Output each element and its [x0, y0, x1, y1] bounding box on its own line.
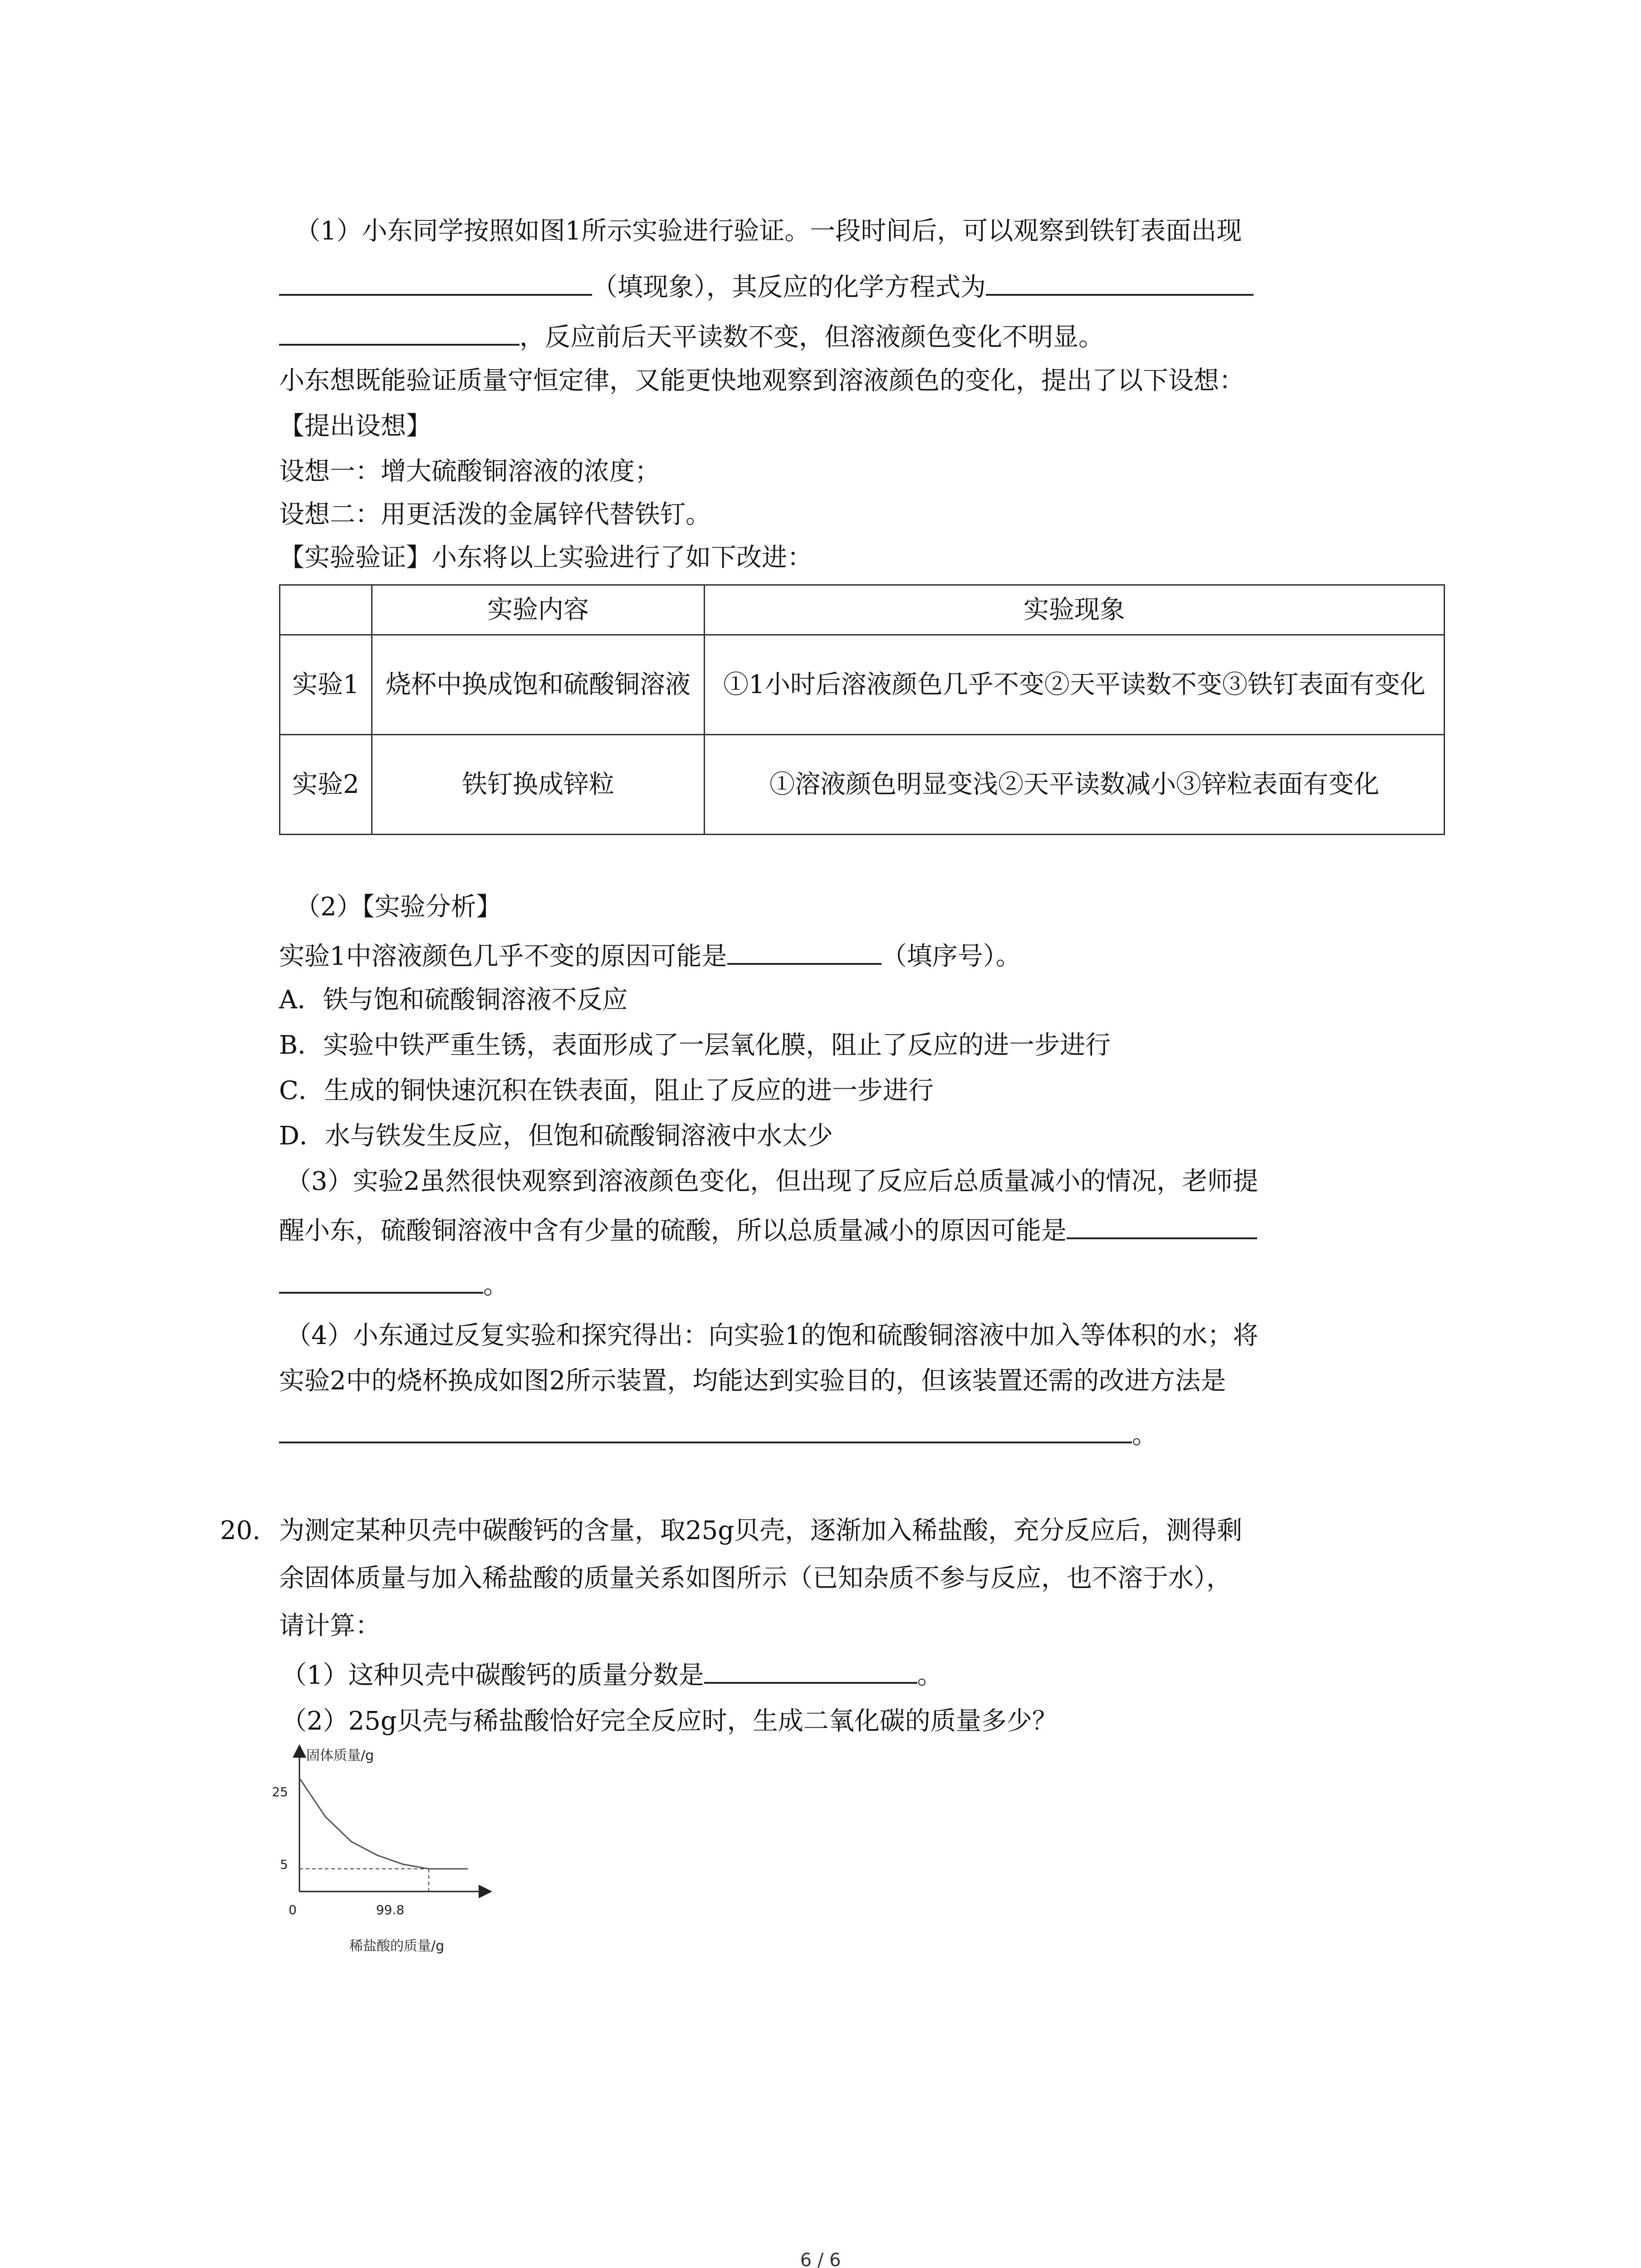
table-cell: 烧杯中换成饱和硫酸铜溶液	[372, 635, 705, 735]
q19-part1-line2: （填现象），其反应的化学方程式为	[279, 268, 1254, 306]
table-cell: ①溶液颜色明显变浅②天平读数减小③锌粒表面有变化	[705, 735, 1445, 835]
table-header-cell: 实验内容	[372, 585, 705, 635]
mass-chart	[254, 1742, 508, 1955]
answer-blank[interactable]	[279, 318, 519, 346]
answer-blank[interactable]	[279, 1415, 1132, 1443]
experiment-table	[279, 584, 1445, 835]
option-a: A．铁与饱和硫酸铜溶液不反应	[279, 985, 628, 1015]
q19-part3-line3: 。	[279, 1266, 509, 1304]
q19-part2-question: 实验1中溶液颜色几乎不变的原因可能是 （填序号）。	[279, 937, 1021, 975]
answer-blank[interactable]	[279, 1266, 483, 1294]
q20-sub1: （1）这种贝壳中碳酸钙的质量分数是 。	[281, 1656, 943, 1694]
q19-part1-line1: （1）小东同学按照如图1所示实验进行验证。一段时间后，可以观察到铁钉表面出现	[295, 216, 1242, 246]
table-row	[280, 635, 1445, 735]
option-d: D．水与铁发生反应，但饱和硫酸铜溶液中水太少	[279, 1121, 833, 1151]
q19-heading: 【提出设想】	[279, 411, 431, 441]
q19-verify: 【实验验证】小东将以上实验进行了如下改进：	[279, 543, 813, 572]
q20-line2: 余固体质量与加入稀盐酸的质量关系如图所示（已知杂质不参与反应，也不溶于水），	[279, 1564, 1232, 1593]
table-cell: ①1小时后溶液颜色几乎不变②天平读数不变③铁钉表面有变化	[705, 635, 1445, 735]
q19-part4-line2: 实验2中的烧杯换成如图2所示装置，均能达到实验目的，但该装置还需的改进方法是	[279, 1366, 1226, 1396]
q20-sub2: （2）25g贝壳与稀盐酸恰好完全反应时，生成二氧化碳的质量多少？	[281, 1706, 1058, 1736]
answer-blank[interactable]	[1067, 1211, 1257, 1239]
answer-blank[interactable]	[279, 268, 592, 296]
option-c: C．生成的铜快速沉积在铁表面，阻止了反应的进一步进行	[279, 1076, 934, 1105]
answer-blank[interactable]	[986, 268, 1254, 296]
q19-text: 小东想既能验证质量守恒定律，又能更快地观察到溶液颜色的变化，提出了以下设想：	[279, 366, 1244, 396]
q19-part2: （2）【实验分析】	[295, 892, 502, 922]
table-header-cell: 实验现象	[705, 585, 1445, 635]
q19-hypothesis-1: 设想一：增大硫酸铜溶液的浓度；	[279, 457, 660, 486]
q19-part4-line3: 。	[279, 1415, 1157, 1453]
y-tick-label: 25	[272, 1784, 288, 1799]
y-tick-label: 5	[280, 1857, 288, 1872]
q19-part4-line1: （4）小东通过反复实验和探究得出：向实验1的饱和硫酸铜溶液中加入等体积的水；将	[286, 1321, 1259, 1350]
table-row	[280, 735, 1445, 835]
table-cell: 实验1	[280, 635, 372, 735]
q19-part3-line1: （3）实验2虽然很快观察到溶液颜色变化，但出现了反应后总质量减小的情况，老师提	[286, 1167, 1259, 1196]
table-cell: 实验2	[280, 735, 372, 835]
q19-hypothesis-2: 设想二：用更活泼的金属锌代替铁钉。	[279, 500, 711, 529]
origin-label: 0	[289, 1902, 297, 1917]
x-tick-label: 99.8	[376, 1902, 405, 1917]
table-header-cell	[280, 585, 372, 635]
answer-blank[interactable]	[704, 1656, 917, 1684]
data-line	[299, 1778, 468, 1869]
answer-blank[interactable]	[727, 937, 882, 965]
page-number: 6 / 6	[800, 2250, 841, 2268]
q20-line1: 为测定某种贝壳中碳酸钙的含量，取25g贝壳，逐渐加入稀盐酸，充分反应后，测得剩	[279, 1516, 1243, 1545]
q20-number: 20.	[220, 1516, 261, 1545]
q20-line3: 请计算：	[279, 1611, 381, 1641]
table-header-row	[280, 585, 1445, 635]
q19-part1-line3: ，反应前后天平读数不变，但溶液颜色变化不明显。	[279, 318, 1104, 356]
q19-part3-line2: 醒小东，硫酸铜溶液中含有少量的硫酸，所以总质量减小的原因可能是	[279, 1211, 1257, 1249]
option-b: B．实验中铁严重生锈，表面形成了一层氧化膜，阻止了反应的进一步进行	[279, 1031, 1111, 1060]
y-axis-label: 固体质量/g	[306, 1748, 374, 1764]
x-axis-label: 稀盐酸的质量/g	[349, 1938, 445, 1954]
table-cell: 铁钉换成锌粒	[372, 735, 705, 835]
